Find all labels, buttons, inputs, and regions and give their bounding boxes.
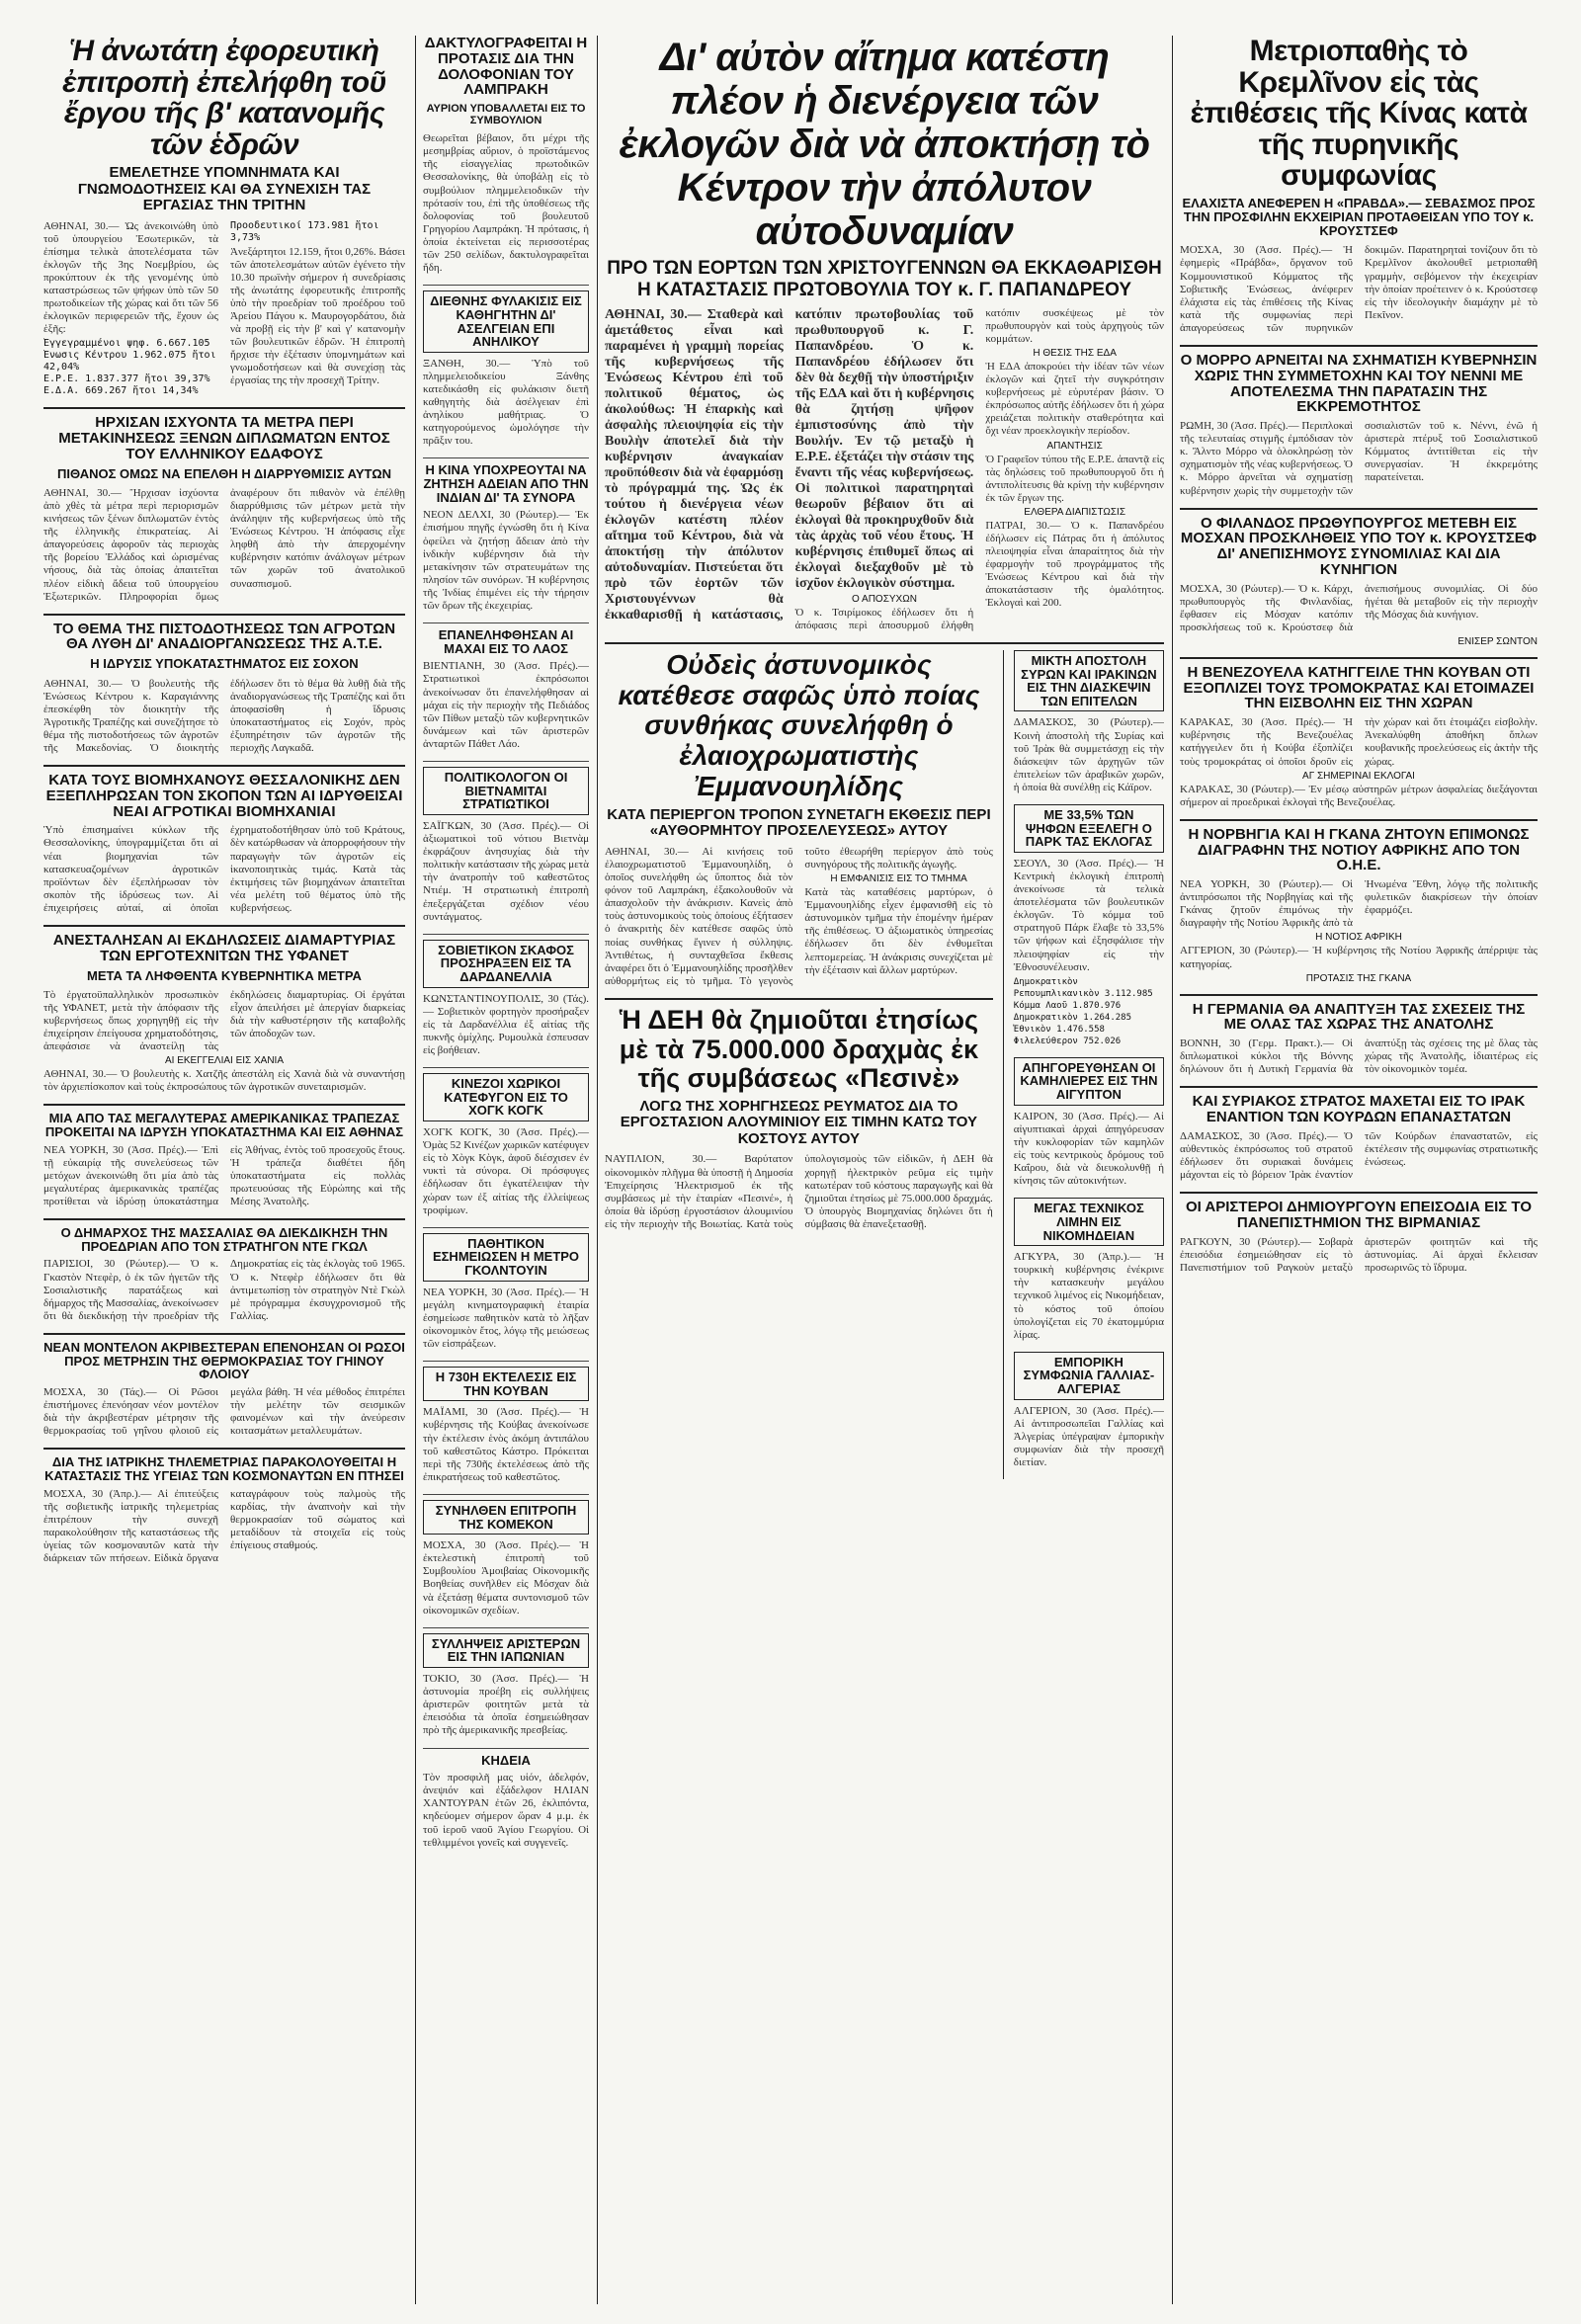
article-body: ΚΑΡΑΚΑΣ, 30 (Ρώυτερ).— Ἐν μέσῳ αὐστηρῶν μέτρων ἀσφαλείας διεξάγονται σήμερον αἱ προεδρικαὶ ἐκλογαὶ τῆς Βενεζουέλας. bbox=[1180, 783, 1538, 808]
section-subheading: Η ΝΟΤΙΟΣ ΑΦΡΙΚΗ bbox=[1315, 932, 1402, 944]
results-row: Ε.Δ.Α. 669.267 ἤτοι 14,34% bbox=[43, 385, 199, 397]
section-subheading: ΑΠΑΝΤΗΣΙΣ bbox=[1046, 440, 1103, 452]
article-industrialists bbox=[43, 773, 405, 915]
article-body: ΜΟΣΧΑ, 30 (Ρώυτερ).— Ὁ κ. Κάρχι, πρωθυπουργὸς τῆς Φινλανδίας, ἔφθασεν εἰς Μόσχαν κατόπιν προσκλήσεως τοῦ κ. Κρούστσεφ διὰ ἀνεπισήμους συνομιλίας. Οἱ δύο ἡγέται θὰ μεταβοῦν εἰς τὴν περιοχὴν τῆς Μόσχας διὰ κυνήγιον. bbox=[1180, 582, 1538, 633]
divider bbox=[43, 1218, 405, 1220]
article-body: ΚΑΡΑΚΑΣ, 30 (Ἀσσ. Πρές).— Ἡ κυβέρνησις τῆς Βενεζουέλας κατήγγειλεν ὅτι ἡ Κούβα ἐξοπλίζει τοὺς τρομοκράτας οἱ ὁποῖοι δροῦν εἰς τὴν χώραν καὶ ὅτι ἑτοιμάζει εἰσβολὴν. Ἀνεκαλύφθη ἀποθήκη ὅπλων κουβανικῆς προελεύσεως εἰς ἀκτὴν τῆς χώρας. bbox=[1180, 716, 1538, 768]
article-body: ΣΕΟΥΛ, 30 (Ἀσσ. Πρές).— Ἡ Κεντρικὴ ἐκλογικὴ ἐπιτροπὴ ἀνεκοίνωσε τὰ τελικὰ ἀποτελέσματα τῶν βουλευτικῶν ἐκλογῶν. Τὸ κόμμα τοῦ στρατηγοῦ Πάρκ ἔλαβε τὸ 33,5% τῶν ψήφων καὶ ἐξησφάλισε τὴν πλειοψηφίαν εἰς τὴν Ἐθνοσυνέλευσιν. bbox=[1013, 857, 1164, 973]
section-subheading: ΑΓ ΣΗΜΕΡΙΝΑΙ ΕΚΛΟΓΑΙ bbox=[1302, 770, 1415, 782]
headline: ΜΙΑ ΑΠΟ ΤΑΣ ΜΕΓΑΛΥΤΕΡΑΣ ΑΜΕΡΙΚΑΝΙΚΑΣ ΤΡΑΠΕΖΑΣ ΠΡΟΚΕΙΤΑΙ ΝΑ ΙΔΡΥΣΗ ΥΠΟΚΑΤΑΣΤΗΜΑ ΚΑΙ ΕΙΣ ΑΘΗΝΑΣ bbox=[44, 1111, 404, 1140]
article-syria-kurds bbox=[1180, 1094, 1538, 1182]
section-subheading: ΕΛΘΕΡΑ ΔΙΑΠΙΣΤΩΣΙΣ bbox=[1024, 506, 1125, 518]
article-body: ΜΟΣΧΑ, 30 (Ἀσσ. Πρές).— Ἡ ἐκτελεστικὴ ἐπιτροπὴ τοῦ Συμβουλίου Ἀμοιβαίας Οἰκονομικῆς Βοηθείας συνῆλθεν εἰς Μόσχαν διὰ νὰ ἐξετάσῃ θέματα συντονισμοῦ τῶν οἰκονομικῶν σχεδίων. bbox=[423, 1539, 589, 1617]
article-body: ΑΛΓΕΡΙΟΝ, 30 (Ἀσσ. Πρές).— Αἱ ἀντιπροσωπεῖαι Γαλλίας καὶ Ἀλγερίας ὑπέγραψαν ἐμπορικὴν συμφωνίαν διὰ τὴν προσεχῆ διετίαν. bbox=[1013, 1404, 1164, 1469]
article-body: Ἡ ΕΔΑ ἀποκρούει τὴν ἰδέαν τῶν νέων ἐκλογῶν καὶ ζητεῖ τὴν συγκρότησιν κυβερνήσεως μὲ εὐρυτέραν βάσιν. Ὁ ἐκπρόσωπος αὐτῆς ἐδήλωσεν ὅτι ἡ χώρα χρειάζεται πολιτικὴν σταθερότητα καὶ ὄχι νέαν προεκλογικὴν περίοδον. bbox=[985, 360, 1164, 438]
headline: Η ΒΕΝΕΖΟΥΕΛΑ ΚΑΤΗΓΓΕΙΛΕ ΤΗΝ ΚΟΥΒΑΝ ΟΤΙ ΕΞΟΠΛΙΖΕΙ ΤΟΥΣ ΤΡΟΜΟΚΡΑΤΑΣ ΚΑΙ ΕΤΟΙΜΑΖΕΙ ΤΗΝ ΕΙΣΒΟΛΗΝ ΕΙΣ ΤΗΝ ΧΩΡΑΝ bbox=[1183, 663, 1535, 712]
center-side-briefs bbox=[1014, 650, 1164, 1479]
article-body: ΝΕΑ ΥΟΡΚΗ, 30 (Ρώυτερ).— Οἱ ἀντιπρόσωποι τῆς Νορβηγίας καὶ τῆς Γκάνας ζητοῦν ἐπιμόνως τὴν διαγραφὴν τῆς Νοτίου Ἀφρικῆς ἀπὸ τὰ Ἡνωμένα Ἔθνη, λόγῳ τῆς πολιτικῆς φυλετικῶν διακρίσεων τὴν ὁποίαν ἐφαρμόζει. bbox=[1180, 878, 1538, 930]
column-narrow bbox=[423, 36, 589, 2304]
article-body: ΜΑΪΑΜΙ, 30 (Ἀσσ. Πρές).— Ἡ κυβέρνησις τῆς Κούβας ἀνεκοίνωσε τὴν ἐκτέλεσιν ἑνὸς ἀκόμη ἀντιπάλου τοῦ καθεστῶτος Κάστρο. Πρόκειται περὶ τῆς 730ῆς ἐκτελέσεως ἀπὸ τῆς ἐπικρατήσεως τοῦ καθεστῶτος. bbox=[423, 1406, 589, 1483]
divider bbox=[423, 1361, 589, 1362]
article-vietnam bbox=[423, 767, 589, 924]
subheadline: ΜΕΤΑ ΤΑ ΛΗΦΘΕΝΤΑ ΚΥΒΕΡΝΗΤΙΚΑ ΜΕΤΡΑ bbox=[87, 967, 362, 983]
article-mgm bbox=[423, 1233, 589, 1351]
article-cuba-execution bbox=[423, 1367, 589, 1484]
divider bbox=[423, 1067, 589, 1068]
article-body: ΝΕΑ ΥΟΡΚΗ, 30 (Ἀσσ. Πρές).— Ἐπὶ τῇ εὐκαιρίᾳ τῆς συνελεύσεως τῶν μετόχων ἀνεκοινώθη ὅτι μία ἀπὸ τὰς μεγαλυτέρας ἀμερικανικὰς τραπέζας προτίθεται νὰ ἱδρύσῃ ὑποκατάστημα εἰς Ἀθήνας, ἐντὸς τοῦ προσεχοῦς ἔτους. Ἡ τράπεζα διαθέτει ἤδη ὑποκαταστήματα εἰς πολλὰς πρωτευούσας τῆς Εὐρώπης καὶ τῆς Μέσης Ἀνατολῆς. bbox=[43, 1143, 405, 1208]
article-body: ΑΘΗΝΑΙ, 30.— Ὁ βουλευτὴς τῆς Ἑνώσεως Κέντρου κ. Καραγιάννης ἐπεσκέφθη τὸν διοικητὴν τῆς Ἀγροτικῆς Τραπέζης καὶ συνεζήτησε τὸ θέμα τῆς πιστοδοτήσεως τῶν ἀγροτῶν τῆς Μακεδονίας. Ὁ διοικητὴς ἐδήλωσεν ὅτι τὸ θέμα θὰ λυθῇ διὰ τῆς ἀναδιοργανώσεως τῆς Τραπέζης καὶ ὅτι ἀποφασίσθη ἡ ἵδρυσις ὑποκαταστήματος εἰς Σοχόν, πρὸς ἐξυπηρέτησιν τῶν ἀγροτῶν τῆς περιοχῆς Λαγκαδᾶ. bbox=[43, 677, 405, 754]
headline: ΑΠΗΓΟΡΕΥΘΗΣΑΝ ΟΙ ΚΑΜΗΛΙΕΡΕΣ ΕΙΣ ΤΗΝ ΑΙΓΥΠΤΟΝ bbox=[1014, 1057, 1164, 1106]
article-body: ΑΘΗΝΑΙ, 30.— Σταθερὰ καὶ ἀμετάθετος εἶναι καὶ παραμένει ἡ γραμμὴ πορείας τῆς κυβερνήσεως τῆς Ἑνώσεως Κέντρου ἐπὶ τοῦ πολιτικοῦ θέματος, ὡς ἀκολούθως: Ἡ ἐπαρκὴς καὶ ἀσφαλὴς πλειοψηφία εἰς τὴν Βουλὴν ἀποτελεῖ διὰ τὴν κυβέρνησιν ἀναγκαίαν προϋπόθεσιν διὰ νὰ ἐφαρμόσῃ τὸ πρόγραμμά της. Ὡς ἐκ τούτου ἡ διενέργεια νέων ἐκλογῶν κατέστη πλέον αἴτημα τοῦ Κέντρου, διὰ νὰ ἀποκτήσῃ τὴν ἀπόλυτον αὐτοδυναμίαν. Πιστεύεται ὅτι πρὸ τῶν ἑορτῶν τῶν Χριστουγέννων θὰ ἐκκαθαρισθῇ ἡ κατάστασις, κατόπιν πρωτοβουλίας τοῦ πρωθυπουργοῦ κ. Γ. Παπανδρέου. Ὁ κ. Παπανδρέου ἐδήλωσεν ὅτι δὲν θὰ δεχθῇ τὴν ὑποστήριξιν τῆς ΕΔΑ καὶ ὅτι ἡ κυβέρνησις θὰ ζητήσῃ ψῆφον ἐμπιστοσύνης ἀπὸ τὴν Βουλήν. Ἐν τῷ μεταξὺ ἡ Ε.Ρ.Ε. ἐξετάζει τὴν στάσιν της ἔναντι τῆς νέας κυβερνήσεως. Οἱ πολιτικοὶ παρατηρηταὶ θεωροῦν βέβαιον ὅτι αἱ ἐκλογαὶ θὰ προκηρυχθοῦν διὰ τὰς ἀρχὰς τοῦ νέου ἔτους. Ἡ κυβέρνησις ἐπιθυμεῖ ὅπως αἱ ἐκλογαὶ διεξαχθοῦν μὲ τὸ ἰσχῦον ἐκλογικὸν σύστημα. bbox=[605, 306, 974, 622]
subheadline: ΠΙΘΑΝΟΣ ΟΜΩΣ ΝΑ ΕΠΕΛΘΗ Η ΔΙΑΡΡΥΘΜΙΣΙΣ ΑΥΤΩΝ bbox=[56, 465, 392, 481]
divider bbox=[43, 1104, 405, 1106]
results-table bbox=[1014, 976, 1164, 1047]
headline: ΔΑΚΤΥΛΟΓΡΑΦΕΙΤΑΙ Η ΠΡΟΤΑΣΙΣ ΔΙΑ ΤΗΝ ΔΟΛΟΦΟΝΙΑΝ ΤΟΥ ΛΑΜΠΡΑΚΗ bbox=[424, 36, 588, 99]
article-american-bank bbox=[43, 1112, 405, 1208]
article-syria-iraq-mission bbox=[1014, 650, 1164, 794]
headline: ΜΙΚΤΗ ΑΠΟΣΤΟΛΗ ΣΥΡΩΝ ΚΑΙ ΙΡΑΚΙΝΩΝ ΕΙΣ ΤΗΝ ΔΙΑΣΚΕΨΙΝ ΤΩΝ ΕΠΙΤΕΛΩΝ bbox=[1014, 650, 1164, 712]
article-body: ΔΑΜΑΣΚΟΣ, 30 (Ρώυτερ).— Κοινὴ ἀποστολὴ τῆς Συρίας καὶ τοῦ Ἰρὰκ θὰ συμμετάσχῃ εἰς τὴν διάσκεψιν τῶν ἀρχηγῶν τῶν ἐπιτελείων τῶν ἀραβικῶν χωρῶν, ἡ ὁποία θὰ συνέλθῃ εἰς Κάϊρον. bbox=[1013, 716, 1164, 793]
article-body: ΑΘΗΝΑΙ, 30.— Ὁ βουλευτὴς κ. Χατζῆς ἀπεστάλη εἰς Χανιὰ διὰ νὰ συναντήσῃ τὸν ἀρχιεπίσκοπον καὶ τοὺς ἐκπροσώπους τῶν ἀγροτικῶν συνεταιρισμῶν. bbox=[43, 1068, 405, 1094]
article-body: ΒΟΝΝΗ, 30 (Γερμ. Πρακτ.).— Οἱ διπλωματικοὶ κύκλοι τῆς Βόννης δηλώνουν ὅτι ἡ Δυτικὴ Γερμανία θὰ ἀναπτύξῃ τὰς σχέσεις της μὲ ὅλας τὰς χώρας τῆς Ἀνατολῆς, ἰδιαιτέρως εἰς τὸν οἰκονομικὸν τομέα. bbox=[1180, 1038, 1538, 1076]
article-yfanet bbox=[43, 933, 405, 1094]
article-body: ΚΩΝΣΤΑΝΤΙΝΟΥΠΟΛΙΣ, 30 (Τάς).— Σοβιετικὸν φορτηγὸν προσήραξεν εἰς τὰ Δαρδανέλλια ἐξ αἰτίας τῆς πυκνῆς ὁμίχλης. Ρυμουλκὰ ἐσπευσαν εἰς βοήθειαν. bbox=[423, 992, 589, 1057]
results-row: Ἐγγεγραμμένοι ψηφ. 6.667.105 bbox=[43, 338, 210, 350]
headline: ΟΙ ΑΡΙΣΤΕΡΟΙ ΔΗΜΙΟΥΡΓΟΥΝ ΕΠΕΙΣΟΔΙΑ ΕΙΣ ΤΟ ΠΑΝΕΠΙΣΤΗΜΙΟΝ ΤΗΣ ΒΙΡΜΑΝΙΑΣ bbox=[1185, 1199, 1532, 1232]
article-funeral-notice bbox=[423, 1754, 589, 1850]
article-japan-arrests bbox=[423, 1633, 589, 1738]
headline: ΗΡΧΙΣΑΝ ΙΣΧΥΟΝΤΑ ΤΑ ΜΕΤΡΑ ΠΕΡΙ ΜΕΤΑΚΙΝΗΣΕΩΣ ΞΕΝΩΝ ΔΙΠΛΩΜΑΤΩΝ ΕΝΤΟΣ ΤΟΥ ΕΛΛΗΝΙΚΟΥ ΕΔΑΦΟΥΣ bbox=[58, 414, 390, 462]
divider bbox=[1180, 819, 1538, 821]
article-electoral-committee bbox=[43, 36, 405, 397]
divider bbox=[423, 457, 589, 458]
subheadline: ΑΥΡΙΟΝ ΥΠΟΒΑΛΛΕΤΑΙ ΕΙΣ ΤΟ ΣΥΜΒΟΥΛΙΟΝ bbox=[426, 103, 586, 127]
headline: ΠΑΘΗΤΙΚΟΝ ΕΣΗΜΕΙΩΣΕΝ Η ΜΕΤΡΟ ΓΚΟΛΝΤΟΥΙΝ bbox=[423, 1233, 589, 1282]
headline: ΤΟ ΘΕΜΑ ΤΗΣ ΠΙΣΤΟΔΟΤΗΣΕΩΣ ΤΩΝ ΑΓΡΟΤΩΝ ΘΑ ΛΥΘΗ ΔΙ' ΑΝΑΔΙΟΡΓΑΝΩΣΕΩΣ ΤΗΣ Α.Τ.Ε. bbox=[52, 620, 396, 653]
article-body: ΠΑΡΙΣΙΟΙ, 30 (Ρώυτερ).— Ὁ κ. Γκαστὸν Ντεφὲρ, ὁ ἐκ τῶν ἡγετῶν τῆς Σοσιαλιστικῆς παρατάξεως καὶ δήμαρχος τῆς Μασσαλίας, ἀνεκοίνωσεν ὅτι θὰ διεκδικήσῃ τὴν προεδρίαν τῆς Δημοκρατίας εἰς τὰς ἐκλογὰς τοῦ 1965. Ὁ κ. Ντεφὲρ ἐδήλωσεν ὅτι θὰ ἀντιμετωπίσῃ τὸν στρατηγὸν Ντὲ Γκὼλ μὲ πρόγραμμα ἐκσυγχρονισμοῦ τῆς Γαλλίας. bbox=[43, 1258, 405, 1322]
divider bbox=[43, 1333, 405, 1335]
divider bbox=[43, 614, 405, 616]
article-nicomedia-port bbox=[1014, 1198, 1164, 1342]
results-row: Ε.Ρ.Ε. 1.837.377 ἤτοι 39,37% bbox=[43, 374, 210, 385]
article-body: Ὑπὸ ἐπισημαίνει κύκλων τῆς Θεσσαλονίκης, ὑπογραμμίζεται ὅτι αἱ νέαι βιομηχανίαι τῶν κατασκευαζομένων ἀγροτικῶν προϊόντων δὲν ἐξεπλήρωσαν τὸν σκοπὸν τῆς ἱδρύσεως των. Αἱ ἐπιχειρήσεις αὐταί, αἱ ὁποῖαι ἐχρηματοδοτήθησαν ὑπὸ τοῦ Κράτους, δὲν κατώρθωσαν νὰ ἀπορροφήσουν τὴν παραγωγὴν τῶν ἀγροτῶν εἰς ἱκανοποιητικὰς τιμάς. Κατὰ τὰς ἐκτιμήσεις τῶν βιομηχάνων ἀπαιτεῖται νέα μελέτη τοῦ θέματος ὑπὸ τῆς κυβερνήσεως. bbox=[43, 824, 405, 914]
article-body: ΡΑΓΚΟΥΝ, 30 (Ρώυτερ).— Σοβαρὰ ἐπεισόδια ἐσημειώθησαν εἰς τὸ Πανεπιστήμιον τοῦ Ραγκοὺν μεταξὺ ἀριστερῶν φοιτητῶν καὶ τῆς ἀστυνομίας. Αἱ ἀρχαὶ ἔκλεισαν προσωρινῶς τὸ ἵδρυμα. bbox=[1180, 1235, 1538, 1274]
article-marseille-mayor bbox=[43, 1226, 405, 1323]
article-body: ΑΓΚΥΡΑ, 30 (Ἀπρ.).— Ἡ τουρκικὴ κυβέρνησις ἐνέκρινε τὴν κατασκευὴν μεγάλου τεχνικοῦ λιμένος εἰς Νικομήδειαν, τὸ κόστος τοῦ ὁποίου ὑπολογίζεται εἰς 70 ἑκατομμύρια λίρας. bbox=[1013, 1251, 1164, 1341]
article-body: ΣΑΪΓΚΩΝ, 30 (Ἀσσ. Πρές).— Οἱ ἀξιωματικοὶ τοῦ νότιου Βιετνὰμ ἐκφράζουν ἀνησυχίας διὰ τὴν πολιτικὴν κατάστασιν τῆς χώρας μετὰ τὴν ἀνατροπὴν τοῦ καθεστῶτος Ντιέμ. Ἡ στρατιωτικὴ ἐπιτροπὴ ἐπεξεργάζεται σχέδιον νέου συντάγματος. bbox=[423, 819, 589, 923]
article-body: Τὸ ἐργατοϋπαλληλικὸν προσωπικὸν τῆς ΥΦΑΝΕΤ, μετὰ τὴν ἀπόφασιν τῆς κυβερνήσεως ὅπως χορηγηθῇ εἰς τὴν ἐπιχείρησιν ἐπείγουσα χρηματοδότησις, ἀπεφάσισε νὰ ἀναστείλῃ τὰς ἐκδηλώσεις διαμαρτυρίας. Οἱ ἐργάται εἶχον ἀπειλήσει μὲ ἀπεργίαν διαρκείας διὰ τὴν καθυστέρησιν τῆς καταβολῆς τῶν ἀποδοχῶν των. bbox=[43, 988, 405, 1053]
results-row: Κόμμα Λαοῦ 1.870.976 bbox=[1013, 1000, 1122, 1011]
article-diplomats bbox=[43, 415, 405, 603]
headline: ΔΙΑ ΤΗΣ ΙΑΤΡΙΚΗΣ ΤΗΛΕΜΕΤΡΙΑΣ ΠΑΡΑΚΟΛΟΥΘΕΙΤΑΙ Η ΚΑΤΑΣΤΑΣΙΣ ΤΗΣ ΥΓΕΙΑΣ ΤΩΝ ΚΟΣΜΟΝΑΥΤΩΝ ΕΝ ΠΤΗΣΕΙ bbox=[44, 1454, 404, 1483]
article-body: ΜΟΣΧΑ, 30 (Τάς).— Οἱ Ρῶσοι ἐπιστήμονες ἐπενόησαν νέον μοντέλον διὰ τὴν ἀκριβεστέραν μέτρησιν τῆς θερμοκρασίας τοῦ γηΐνου φλοιοῦ εἰς μεγάλα βάθη. Ἡ νέα μέθοδος ἐπιτρέπει τὴν μελέτην τῶν σεισμικῶν φαινομένων καὶ τὴν ἀνεύρεσιν κοιτασμάτων μεταλλευμάτων. bbox=[43, 1385, 405, 1438]
divider bbox=[1180, 508, 1538, 510]
headline: ΣΟΒΙΕΤΙΚΟΝ ΣΚΑΦΟΣ ΠΡΟΣΗΡΑΞΕΝ ΕΙΣ ΤΑ ΔΑΡΔΑΝΕΛΛΙΑ bbox=[423, 940, 589, 988]
results-row: Φιλελεύθερον 752.026 bbox=[1013, 1036, 1122, 1046]
article-body: ΡΩΜΗ, 30 (Ἀσσ. Πρές).— Περιπλοκαὶ τῆς τελευταίας στιγμῆς ἐμπόδισαν τὸν κ. Ἄλντο Μόρρο νὰ ὁλοκληρώσῃ τὸν σχηματισμὸν τῆς νέας κυβερνήσεως. Ὁ κ. Μόρρο ἀρνεῖται νὰ σχηματίσῃ κυβέρνησιν χωρὶς τὴν συμμετοχὴν τῶν σοσιαλιστῶν τοῦ κ. Νέννι, ἐνῶ ἡ ἀριστερὰ πτέρυξ τοῦ Σοσιαλιστικοῦ Κόμματος ἀντιτίθεται εἰς τὴν συνεργασίαν. Ἡ ἐκκρεμότης παρατείνεται. bbox=[1180, 420, 1538, 497]
article-body: Ὁ Γραφεῖον τύπου τῆς Ε.Ρ.Ε. ἀπαντᾷ εἰς τὰς δηλώσεις τοῦ πρωθυπουργοῦ ὅτι ἡ ἀντιπολίτευσις θὰ κρίνῃ τὴν κυβέρνησιν ἐκ τῶν ἔργων της. bbox=[985, 453, 1164, 504]
center-lower bbox=[605, 650, 1164, 1479]
article-body: ΤΟΚΙΟ, 30 (Ἀσσ. Πρές).— Ἡ ἀστυνομία προέβη εἰς συλλήψεις ἀριστερῶν φοιτητῶν μετὰ τὰ ἐπεισόδια τὰ ὁποῖα ἐσημειώθησαν πρὸ τῆς ἀμερικανικῆς πρεσβείας. bbox=[423, 1673, 589, 1737]
results-row: Δημοκρατικὸν Ρεπουμπλικανικὸν 3.112.985 bbox=[1013, 976, 1153, 999]
headline: ΠΟΛΙΤΙΚΟΛΟΓΟΝ ΟΙ ΒΙΕΤΝΑΜΙΤΑΙ ΣΤΡΑΤΙΩΤΙΚΟΙ bbox=[423, 767, 589, 815]
divider bbox=[423, 622, 589, 623]
divider bbox=[1180, 1192, 1538, 1194]
article-russian-model bbox=[43, 1341, 405, 1438]
divider bbox=[1180, 1086, 1538, 1088]
article-laos bbox=[423, 628, 589, 751]
results-row: Ἐθνικὸν 1.476.558 bbox=[1013, 1024, 1105, 1035]
article-finland-pm bbox=[1180, 516, 1538, 647]
article-body: ΑΘΗΝΑΙ, 30.— Ἤρχισαν ἰσχύοντα ἀπὸ χθὲς τὰ μέτρα περὶ περιορισμῶν κινήσεως τῶν ξένων διπλωματῶν ἐντὸς τῆς ἑλληνικῆς ἐπικρατείας. Αἱ ἀπαγορεύσεις ἀφοροῦν τὰς περιοχὰς τῆς βορείου Ἑλλάδος καὶ ὡρισμένας νήσους, διὰ τὰς ὁποίας ἀπαιτεῖται πλέον εἰδικὴ ἄδεια τοῦ ὑπουργείου Ἐξωτερικῶν. Πληροφορίαι ὅμως ἀναφέρουν ὅτι πιθανὸν νὰ ἐπέλθῃ διαρρύθμισις τῶν μέτρων μετὰ τὴν ἀνάληψιν τῆς κυβερνήσεως ὑπὸ τῆς Ἑνώσεως Κέντρου. Ἡ ἀπόφασις εἶχε ληφθῆ ἀπὸ τὴν ἀπερχομένην κυβέρνησιν κατόπιν ἀνάλογων μέτρων τῶν χωρῶν τοῦ ἀνατολικοῦ συνασπισμοῦ. bbox=[43, 486, 405, 603]
divider bbox=[1180, 345, 1538, 347]
headline: Ἡ ἀνωτάτη ἐφορευτικὴ ἐπιτροπὴ ἐπελήφθη τοῦ ἔργου τῆς β' κατανομῆς τῶν ἑδρῶν bbox=[62, 36, 386, 161]
article-teacher-sentence bbox=[423, 290, 589, 448]
headline: ΕΠΑΝΕΛΗΦΘΗΣΑΝ ΑΙ ΜΑΧΑΙ ΕΙΣ ΤΟ ΛΑΟΣ bbox=[438, 627, 574, 656]
article-body: ΚΑΙΡΟΝ, 30 (Ἀσσ. Πρές).— Αἱ αἰγυπτιακαὶ ἀρχαὶ ἀπηγόρευσαν τὴν κυκλοφορίαν τῶν καμηλῶν εἰς τοὺς κεντρικοὺς δρόμους τοῦ Καΐρου, διὰ νὰ διευκολυνθῇ ἡ κίνησις τῶν αὐτοκινήτων. bbox=[1013, 1110, 1164, 1188]
center-main-stories bbox=[605, 650, 993, 1479]
divider bbox=[43, 1448, 405, 1450]
divider bbox=[423, 1748, 589, 1749]
divider bbox=[605, 642, 1164, 644]
article-body: ΠΑΤΡΑΙ, 30.— Ὁ κ. Παπανδρέου ἐδήλωσεν εἰς Πάτρας ὅτι ἡ ἀπόλυτος πλειοψηφία εἶναι ἀπαραίτητος διὰ τὴν ἐφαρμογὴν τοῦ προγράμματος τῆς Ἑνώσεως Κέντρου καὶ διὰ τὴν ἀποκατάστασιν τῆς ὁμαλότητος. Ἐκλογαὶ καὶ 200. bbox=[985, 519, 1164, 610]
headline: ΣΥΛΛΗΨΕΙΣ ΑΡΙΣΤΕΡΩΝ ΕΙΣ ΤΗΝ ΙΑΠΩΝΙΑΝ bbox=[423, 1633, 589, 1668]
headline: Μετριοπαθὴς τὸ Κρεμλῖνον εἰς τὰς ἐπιθέσεις τῆς Κίνας κατὰ τῆς πυρηνικῆς συμφωνίας bbox=[1190, 36, 1528, 192]
article-korea-election bbox=[1014, 804, 1164, 1047]
article-body: ΒΙΕΝΤΙΑΝΗ, 30 (Ἀσσ. Πρές).— Στρατιωτικοὶ ἐκπρόσωποι ἀνεκοίνωσαν ὅτι ἐπανελήφθησαν αἱ μάχαι εἰς τὴν περιοχὴν τῆς Πεδιάδος τῶν Πίθων μεταξὺ τῶν κυβερνητικῶν δυνάμεων καὶ τῶν ἀριστερῶν ἀνταρτῶν Πάθετ Λάο. bbox=[423, 660, 589, 750]
article-lead-elections bbox=[605, 258, 1164, 632]
article-body: Τὸν προσφιλῆ μας υἱόν, ἀδελφόν, ἀνεψιόν καὶ ἐξάδελφον ΗΛΙΑΝ ΧΑΝΤΟΥΡΑΝ ἐτῶν 26, ἐκλιπόντα, κηδεύομεν σήμερον ὥραν 4 μ.μ. ἐκ τοῦ ἰεροῦ ναοῦ Ἁγίου Γεωργίου. Οἱ τεθλιμμένοι γονεῖς καὶ συγγενεῖς. bbox=[423, 1772, 589, 1849]
banner-headline: Δι' αὐτὸν αἴτημα κατέστη πλέον ἡ διενέργεια τῶν ἐκλογῶν διὰ νὰ ἀποκτήσῃ τὸ Κέντρον τὴν ἀπόλυτον αὐτοδυναμίαν bbox=[619, 36, 1150, 253]
headline: ΔΙΕΘΝΗΣ ΦΥΛΑΚΙΣΙΣ ΕΙΣ ΚΑΘΗΓΗΤΗΝ ΔΙ' ΑΣΕΛΓΕΙΑΝ ΕΠΙ ΑΝΗΛΙΚΟΥ bbox=[423, 290, 589, 353]
subheadline: ΠΡΟ ΤΩΝ ΕΟΡΤΩΝ ΤΩΝ ΧΡΙΣΤΟΥΓΕΝΝΩΝ ΘΑ ΕΚΚΑΘΑΡΙΣΘΗ Η ΚΑΤΑΣΤΑΣΙΣ ΠΡΩΤΟΒΟΥΛΙΑ ΤΟΥ κ. Γ. ΠΑΠΑΝΔΡΕΟΥ bbox=[607, 258, 1162, 300]
headline: Η ΚΙΝΑ ΥΠΟΧΡΕΟΥΤΑΙ ΝΑ ΖΗΤΗΣΗ ΑΔΕΙΑΝ ΑΠΟ ΤΗΝ ΙΝΔΙΑΝ ΔΙ' ΤΑ ΣΥΝΟΡΑ bbox=[423, 462, 589, 505]
byline: ΕΝΙΣΕΡ ΣΩΝΤΟΝ bbox=[1457, 635, 1538, 647]
headline: ΕΜΠΟΡΙΚΗ ΣΥΜΦΩΝΙΑ ΓΑΛΛΙΑΣ-ΑΛΓΕΡΙΑΣ bbox=[1014, 1352, 1164, 1400]
section-subheading: Η ΕΜΦΑΝΙΣΙΣ ΕΙΣ ΤΟ ΤΜΗΜΑ bbox=[830, 873, 967, 885]
article-dei-pechiney bbox=[605, 1006, 993, 1231]
article-soviet-ship bbox=[423, 940, 589, 1057]
column-rule bbox=[415, 36, 416, 2304]
headline: Οὐδεὶς ἀστυνομικὸς κατέθεσε σαφῶς ὑπὸ ποίας συνθήκας συνελήφθη ὁ ἐλαιοχρωματιστὴς Ἐμμανουηλίδης bbox=[618, 648, 980, 802]
column-rule bbox=[1172, 36, 1173, 2304]
section-subheading: ΠΡΟΤΑΣΙΣ ΤΗΣ ΓΚΑΝΑ bbox=[1305, 972, 1412, 984]
article-hong-kong bbox=[423, 1073, 589, 1217]
article-body: ΝΕΑ ΥΟΡΚΗ, 30 (Ἀσσ. Πρές).— Ἡ μεγάλη κινηματογραφικὴ ἑταιρία ἐσημείωσε παθητικὸν κατὰ τὸ λῆξαν οἰκονομικὸν ἔτος, λόγῳ τῆς μειώσεως τῶν εἰσπράξεων. bbox=[423, 1286, 589, 1350]
divider bbox=[1180, 657, 1538, 659]
article-china-india bbox=[423, 463, 589, 613]
article-body: Κατὰ τὰς καταθέσεις μαρτύρων, ὁ Ἐμμανουηλίδης εἶχεν ἐμφανισθῆ εἰς τὸ ἀστυνομικὸν τμῆμα τὴν ἑπομένην ἡμέραν τῆς ἐπιθέσεως. Ὁ ἀξιωματικὸς ὑπηρεσίας ἐδήλωσεν ὅτι δὲν ἐνθυμεῖται λεπτομερείας. Ἡ ἀνάκρισις συνεχίζεται μὲ τὴν ἐξέτασιν καὶ ἄλλων μαρτύρων. bbox=[804, 886, 993, 976]
subheadline: Η ΙΔΡΥΣΙΣ ΥΠΟΚΑΤΑΣΤΗΜΑΤΟΣ ΕΙΣ ΣΟΧΟΝ bbox=[90, 656, 359, 672]
divider bbox=[423, 934, 589, 935]
article-body: ΔΑΜΑΣΚΟΣ, 30 (Ἀσσ. Πρές).— Ὁ αὐθεντικὸς ἐκπρόσωπος τοῦ στρατοῦ ἐδήλωσεν ὅτι συριακαὶ δυνάμεις μάχονται εἰς τὸ βόρειον Ἰρὰκ ἐναντίον τῶν Κούρδων ἐπαναστατῶν, εἰς ἐκτέλεσιν τῆς συμφωνίας στρατιωτικῆς ἑνώσεως. bbox=[1180, 1129, 1538, 1182]
headline: ΜΕΓΑΣ ΤΕΧΝΙΚΟΣ ΛΙΜΗΝ ΕΙΣ ΝΙΚΟΜΗΔΕΙΑΝ bbox=[1014, 1198, 1164, 1246]
article-body: ΝΑΥΠΛΙΟΝ, 30.— Βαρύτατον οἰκονομικὸν πλῆγμα θὰ ὑποστῇ ἡ Δημοσία Ἐπιχείρησις Ἠλεκτρισμοῦ ἐκ τῆς συμβάσεως μὲ τὴν ἑταιρίαν «Πεσινέ», ἡ ὁποία θὰ ἱδρύσῃ ἐργοστάσιον ἀλουμινίου εἰς τὴν περιοχὴν τῆς Βοιωτίας. Κατὰ τοὺς ὑπολογισμοὺς τῶν εἰδικῶν, ἡ ΔΕΗ θὰ χορηγῇ ἠλεκτρικὸν ρεῦμα εἰς τιμὴν κατωτέραν τοῦ κόστους παραγωγῆς καὶ θὰ ζημιοῦται ἐτησίως μὲ 75.000.000 δραχμάς. Ὁ ὑπουργὸς Βιομηχανίας δηλώνει ὅτι ἡ σύμβασις θὰ ἐπανεξετασθῇ. bbox=[605, 1153, 993, 1230]
article-moro-italy bbox=[1180, 353, 1538, 498]
divider bbox=[423, 1627, 589, 1628]
divider bbox=[423, 1227, 589, 1228]
article-venezuela-cuba bbox=[1180, 665, 1538, 809]
divider bbox=[423, 285, 589, 286]
article-body: Ὁ κ. Τσιρίμοκος ἐδήλωσεν ὅτι ἡ ἀπόφασις περὶ ἀποσυρμοῦ ἐλήφθη κατόπιν συσκέψεως μὲ τὸν πρωθυπουργὸν καὶ τοὺς ἀρχηγοὺς τῶν κομμάτων. bbox=[794, 306, 1164, 631]
article-body: ΝΕΟΝ ΔΕΛΧΙ, 30 (Ρώυτερ).— Ἐκ ἐπισήμου πηγῆς ἐγνώσθη ὅτι ἡ Κίνα ὀφείλει νὰ ζητήσῃ ἄδειαν ἀπὸ τὴν ἰνδικὴν κυβέρνησιν διὰ τὴν μετακίνησιν τῶν στρατευμάτων της πλησίον τῶν συνόρων. Ἡ κυβέρνησις τῆς Ἰνδίας ἐπιμένει εἰς τὴν τήρησιν τῶν ὅρων τῆς ἐκεχειρίας. bbox=[423, 509, 589, 613]
headline: Ο ΜΟΡΡΟ ΑΡΝΕΙΤΑΙ ΝΑ ΣΧΗΜΑΤΙΣΗ ΚΥΒΕΡΝΗΣΙΝ ΧΩΡΙΣ ΤΗΝ ΣΥΜΜΕΤΟΧΗΝ ΚΑΙ ΤΟΥ ΝΕΝΝΙ ΜΕ ΑΠΟΤΕΛΕΣΜΑ ΤΗΝ ΠΑΡΑΤΑΣΙΝ ΤΗΣ ΕΚΚΡΕΜΟΤΗΤΟΣ bbox=[1180, 352, 1538, 416]
column-rule bbox=[597, 36, 598, 2304]
section-subheading: ΑΙ ΕΚΕΓΓΕΛΙΑΙ ΕΙΣ ΧΑΝΙΑ bbox=[164, 1055, 285, 1067]
headline: Η ΓΕΡΜΑΝΙΑ ΘΑ ΑΝΑΠΤΥΞΗ ΤΑΣ ΣΧΕΣΕΙΣ ΤΗΣ ΜΕ ΟΛΑΣ ΤΑΣ ΧΩΡΑΣ ΤΗΣ ΑΝΑΤΟΛΗΣ bbox=[1192, 1000, 1526, 1034]
column-left bbox=[43, 36, 405, 2304]
article-body: ΜΟΣΧΑ, 30 (Ἀσσ. Πρές).— Ἡ ἐφημερὶς «Πράβδα», ὄργανον τοῦ Κομμουνιστικοῦ Κόμματος τῆς Σοβιετικῆς Ἑνώσεως, ἀνέφερεν ἐλάχιστα εἰς τὰς ἐπιθέσεις τῆς Κίνας κατὰ τῆς συμφωνίας περὶ ἀπαγορεύσεως τῶν πυρηνικῶν δοκιμῶν. Παρατηρηταὶ τονίζουν ὅτι τὸ Κρεμλῖνον ἀκολουθεῖ μετριοπαθῆ γραμμὴν, σεβόμενον τὴν ἐκεχειρίαν τὴν ὁποίαν προέτεινεν ὁ κ. Κρούστσεφ εἰς τὴν ἰδεολογικὴν διαμάχην μὲ τὸ Πεκῖνον. bbox=[1180, 244, 1538, 334]
results-row: Ἕνωσις Κέντρου 1.962.075 ἤτοι 42,04% bbox=[43, 350, 216, 374]
article-telemetry bbox=[43, 1455, 405, 1565]
headline: Ἡ ΔΕΗ θὰ ζημιοῦται ἐτησίως μὲ τὰ 75.000.000 δραχμὰς ἐκ τῆς συμβάσεως «Πεσινὲ» bbox=[619, 1004, 979, 1094]
article-germany-east bbox=[1180, 1002, 1538, 1077]
article-body: Ἀνεξάρτητοι 12.159, ἤτοι 0,26%. Βάσει τῶν ἀποτελεσμάτων αὐτῶν ἐγένετο τὴν 10.30 πρωϊνὴν σήμερον ἡ συνεδρίασις τῆς ἀνωτάτης ἐφορευτικῆς ἐπιτροπῆς ὑπὸ τὴν προεδρίαν τοῦ προέδρου τοῦ Ἀρείου Πάγου κ. Μαυρογορδάτου, διὰ νὰ προβῇ εἰς τὴν β' καὶ γ' κατανομὴν τῶν βουλευτικῶν ἑδρῶν. Ἡ ἐπιτροπὴ ἤρχισε τὴν ἐξέτασιν ὑπομνημάτων καὶ γνωμοδοτήσεων καὶ θὰ συνεχίσῃ τὰς ἐργασίας της τὴν προσεχῆ Τρίτην. bbox=[230, 245, 405, 387]
article-body: ΑΓΓΕΡΙΟΝ, 30 (Ρώυτερ).— Ἡ κυβέρνησις τῆς Νοτίου Ἀφρικῆς ἀπέρριψε τὰς κατηγορίας. bbox=[1180, 945, 1538, 970]
divider bbox=[423, 761, 589, 762]
column-center bbox=[605, 36, 1164, 2304]
headline: Η 730Η ΕΚΤΕΛΕΣΙΣ ΕΙΣ ΤΗΝ ΚΟΥΒΑΝ bbox=[423, 1367, 589, 1401]
headline: ΝΕΑΝ ΜΟΝΤΕΛΟΝ ΑΚΡΙΒΕΣΤΕΡΑΝ ΕΠΕΝΟΗΣΑΝ ΟΙ ΡΩΣΟΙ ΠΡΟΣ ΜΕΤΡΗΣΙΝ ΤΗΣ ΘΕΡΜΟΚΡΑΣΙΑΣ ΤΟΥ ΓΗΙΝΟΥ ΦΛΟΙΟΥ bbox=[43, 1339, 405, 1382]
article-body: ΞΑΝΘΗ, 30.— Ὑπὸ τοῦ πλημμελειοδικείου Ξάνθης κατεδικάσθη εἰς φυλάκισιν διετῆ καθηγητὴς διὰ ἀσέλγειαν ἐπὶ ἀνηλίκου μαθήτριας. Ὁ κατηγορούμενος ὡμολόγησε τὴν πρᾶξιν του. bbox=[423, 357, 589, 448]
article-lambrakis-proposal bbox=[423, 36, 589, 275]
results-row: Δημοκρατικὸν 1.264.285 bbox=[1013, 1012, 1132, 1023]
divider bbox=[605, 998, 993, 1000]
article-egypt-camels bbox=[1014, 1057, 1164, 1188]
article-kremlin-china bbox=[1180, 36, 1538, 335]
headline: ΣΥΝΗΛΘΕΝ ΕΠΙΤΡΟΠΗ ΤΗΣ ΚΟΜΕΚΟΝ bbox=[423, 1500, 589, 1535]
article-norway-ghana bbox=[1180, 827, 1538, 984]
headline: ΚΙΝΕΖΟΙ ΧΩΡΙΚΟΙ ΚΑΤΕΦΥΓΟΝ ΕΙΣ ΤΟ ΧΟΓΚ ΚΟΓΚ bbox=[423, 1073, 589, 1121]
column-rule bbox=[1003, 650, 1004, 1479]
headline: Η ΝΟΡΒΗΓΙΑ ΚΑΙ Η ΓΚΑΝΑ ΖΗΤΟΥΝ ΕΠΙΜΟΝΩΣ ΔΙΑΓΡΑΦΗΝ ΤΗΣ ΝΟΤΙΟΥ ΑΦΡΙΚΗΣ ΑΠΟ ΤΟΝ Ο.Η.Ε. bbox=[1188, 825, 1530, 874]
headline: ΚΑΤΑ ΤΟΥΣ ΒΙΟΜΗΧΑΝΟΥΣ ΘΕΣΣΑΛΟΝΙΚΗΣ ΔΕΝ ΕΞΕΠΛΗΡΩΣΑΝ ΤΟΝ ΣΚΟΠΟΝ ΤΩΝ ΑΙ ΙΔΡΥΘΕΙΣΑΙ ΝΕΑΙ ΑΓΡΟΤΙΚΑΙ ΒΙΟΜΗΧΑΝΙΑΙ bbox=[45, 772, 403, 820]
subheadline: ΚΑΤΑ ΠΕΡΙΕΡΓΟΝ ΤΡΟΠΟΝ ΣΥΝΕΤΑΓΗ ΕΚΘΕΣΙΣ ΠΕΡΙ «ΑΥΘΟΡΜΗΤΟΥ ΠΡΟΣΕΛΕΥΣΕΩΣ» ΑΥΤΟΥ bbox=[607, 805, 991, 840]
subheadline: ΕΜΕΛΕΤΗΣΕ ΥΠΟΜΝΗΜΑΤΑ ΚΑΙ ΓΝΩΜΟΔΟΤΗΣΕΙΣ ΚΑΙ ΘΑ ΣΥΝΕΧΙΣΗ ΤΑΣ ΕΡΓΑΣΙΑΣ ΤΗΝ ΤΡΙΤΗΝ bbox=[77, 164, 372, 213]
article-burma-university bbox=[1180, 1200, 1538, 1275]
results-row: Προοδευτικοί 173.981 ἤτοι 3,73% bbox=[230, 219, 379, 243]
column-right bbox=[1180, 36, 1538, 2304]
article-comecon bbox=[423, 1500, 589, 1618]
headline: Ο ΦΙΛΑΝΔΟΣ ΠΡΩΘΥΠΟΥΡΓΟΣ ΜΕΤΕΒΗ ΕΙΣ ΜΟΣΧΑΝ ΠΡΟΣΚΛΗΘΕΙΣ ΥΠΟ ΤΟΥ κ. ΚΡΟΥΣΤΣΕΦ ΔΙ' ΑΝΕΠΙΣΗΜΟΥΣ ΣΥΝΟΜΙΛΙΑΣ ΚΑΙ ΔΙΑ ΚΥΝΗΓΙΟΝ bbox=[1180, 514, 1538, 578]
article-body: ΑΘΗΝΑΙ, 30.— Ὡς ἀνεκοινώθη ὑπὸ τοῦ ὑπουργείου Ἐσωτερικῶν, τὰ ἐπίσημα τελικὰ ἀποτελέσματα τῶν ἐκλογῶν τῆς 3ης Νοεμβρίου, ὡς προκύπτουν ἐκ τῆς γενομένης ὑπὸ καταστρώσεως τῶν ψήφων ὑπὸ τῶν 50 πρωτοδικείων τῆς χώρας καὶ ὅτι τῶν 56 ἐκλογικῶν περιφερειῶν τῆς, ἔχουν ὡς ἑξῆς: bbox=[43, 219, 218, 336]
section-subheading: Ο ΑΠΟΣΥΧΩΝ bbox=[852, 593, 917, 605]
divider bbox=[43, 407, 405, 409]
subheadline: ΕΛΑΧΙΣΤΑ ΑΝΕΦΕΡΕΝ Η «ΠΡΑΒΔΑ».— ΣΕΒΑΣΜΟΣ ΠΡΟΣ ΤΗΝ ΠΡΟΣΦΙΛΗΝ ΕΚΧΕΙΡΙΑΝ ΠΡΟΤΑΘΕΙΣΑΝ ΥΠΟ ΤΟΥ κ. ΚΡΟΥΣΤΣΕΦ bbox=[1182, 195, 1536, 239]
article-farmers-credit bbox=[43, 622, 405, 755]
article-emmanouilidis bbox=[605, 650, 993, 988]
headline: ΚΗΔΕΙΑ bbox=[481, 1752, 531, 1768]
divider bbox=[43, 765, 405, 767]
divider bbox=[423, 1494, 589, 1495]
article-body: ΑΘΗΝΑΙ, 30.— Αἱ κινήσεις τοῦ ἐλαιοχρωματιστοῦ Ἐμμανουηλίδη, ὁ ὁποῖος συνελήφθη ὡς ὕποπτος διὰ τὸν φόνον τοῦ Λαμπράκη, ἐξακολουθοῦν νὰ ἀπασχολοῦν τὴν ἀνάκρισιν. Κανεὶς ἀπὸ τοὺς ἀστυνομικοὺς τοὺς ὁποίους ἐξήτασεν ὁ ἀνακριτὴς δὲν κατέθεσε σαφῶς ὑπὸ ποίας συνθήκας ἔγινεν ἡ σύλληψις. Ἀντιθέτως, ἡ συνταχθεῖσα ἔκθεσις ἀναφέρει ὅτι ὁ Ἐμμανουηλίδης προσῆλθεν αὐθορμήτως εἰς τὸ τμῆμα. Τὸ γεγονὸς τοῦτο ἐθεωρήθη περίεργον ἀπὸ τοὺς συνηγόρους τῆς πολιτικῆς ἀγωγῆς. bbox=[605, 845, 993, 987]
section-subheading: Η ΘΕΣΙΣ ΤΗΣ ΕΔΑ bbox=[1033, 347, 1117, 359]
headline: ΚΑΙ ΣΥΡΙΑΚΟΣ ΣΤΡΑΤΟΣ ΜΑΧΕΤΑΙ ΕΙΣ ΤΟ ΙΡΑΚ ΕΝΑΝΤΙΟΝ ΤΩΝ ΚΟΥΡΔΩΝ ΕΠΑΝΑΣΤΑΤΩΝ bbox=[1192, 1093, 1526, 1126]
article-france-algeria bbox=[1014, 1352, 1164, 1469]
headline: ΑΝΕΣΤΑΛΗΣΑΝ ΑΙ ΕΚΔΗΛΩΣΕΙΣ ΔΙΑΜΑΡΤΥΡΙΑΣ ΤΩΝ ΕΡΓΟΤΕΧΝΙΤΩΝ ΤΗΣ ΥΦΑΝΕΤ bbox=[52, 932, 396, 964]
article-body: ΧΟΓΚ ΚΟΓΚ, 30 (Ἀσσ. Πρές).— Ὁμὰς 52 Κινέζων χωρικῶν κατέφυγεν εἰς τὸ Χὸγκ Κὸγκ, ἀφοῦ διέσχισεν ἐν νυκτὶ τὰ σύνορα. Οἱ πρόσφυγες ἐδήλωσαν ὅτι ἐγκατέλειψαν τὴν χώραν των ἐξ αἰτίας τῆς ἐλλείψεως τροφίμων. bbox=[423, 1126, 589, 1216]
divider bbox=[1180, 994, 1538, 996]
subheadline: ΛΟΓΩ ΤΗΣ ΧΟΡΗΓΗΣΕΩΣ ΡΕΥΜΑΤΟΣ ΔΙΑ ΤΟ ΕΡΓΟΣΤΑΣΙΟΝ ΑΛΟΥΜΙΝΙΟΥ ΕΙΣ ΤΙΜΗΝ ΚΑΤΩ ΤΟΥ ΚΟΣΤΟΥΣ ΑΥΤΟΥ bbox=[620, 1097, 978, 1147]
divider bbox=[43, 925, 405, 927]
headline: ΜΕ 33,5% ΤΩΝ ΨΗΦΩΝ ΕΞΕΛΕΓΗ Ο ΠΑΡΚ ΤΑΣ ΕΚΛΟΓΑΣ bbox=[1014, 804, 1164, 853]
headline: Ο ΔΗΜΑΡΧΟΣ ΤΗΣ ΜΑΣΣΑΛΙΑΣ ΘΑ ΔΙΕΚΔΙΚΗΣΗ ΤΗΝ ΠΡΟΕΔΡΙΑΝ ΑΠΟ ΤΟΝ ΣΤΡΑΤΗΓΟΝ ΝΤΕ ΓΚΩΛ bbox=[60, 1225, 388, 1254]
article-body: ΜΟΣΧΑ, 30 (Ἀπρ.).— Αἱ ἐπιτεύξεις τῆς σοβιετικῆς ἰατρικῆς τηλεμετρίας ἐπιτρέπουν τὴν συνεχῆ παρακολούθησιν τῆς καταστάσεως τῆς ὑγείας τῶν κοσμοναυτῶν κατὰ τὴν διάρκειαν τῶν πτήσεων. Εἰδικὰ ὄργανα καταγράφουν τοὺς παλμοὺς τῆς καρδίας, τὴν ἀναπνοὴν καὶ τὴν θερμοκρασίαν τοῦ σώματος καὶ μεταδίδουν τὰ στοιχεῖα εἰς τοὺς ἐπίγειους σταθμούς. bbox=[43, 1487, 405, 1564]
article-body: Θεωρεῖται βέβαιον, ὅτι μέχρι τῆς μεσημβρίας αὔριον, ὁ προϊστάμενος τῆς εἰσαγγελίας πρωτοδικῶν Θεσσαλονίκης, θὰ ὑποβάλῃ εἰς τὸ συμβούλιον πλημμελειοδικῶν τὴν πρότασίν του, ἐπὶ τῆς ὑποθέσεως τῆς δολοφονίας τοῦ βουλευτοῦ Γρηγορίου Λαμπράκη. Ἡ πρότασις, ἡ ὁποία ἐκτείνεται εἰς περισσοτέρας τῶν 250 σελίδων, δακτυλογραφεῖται ἤδη. bbox=[423, 132, 589, 275]
